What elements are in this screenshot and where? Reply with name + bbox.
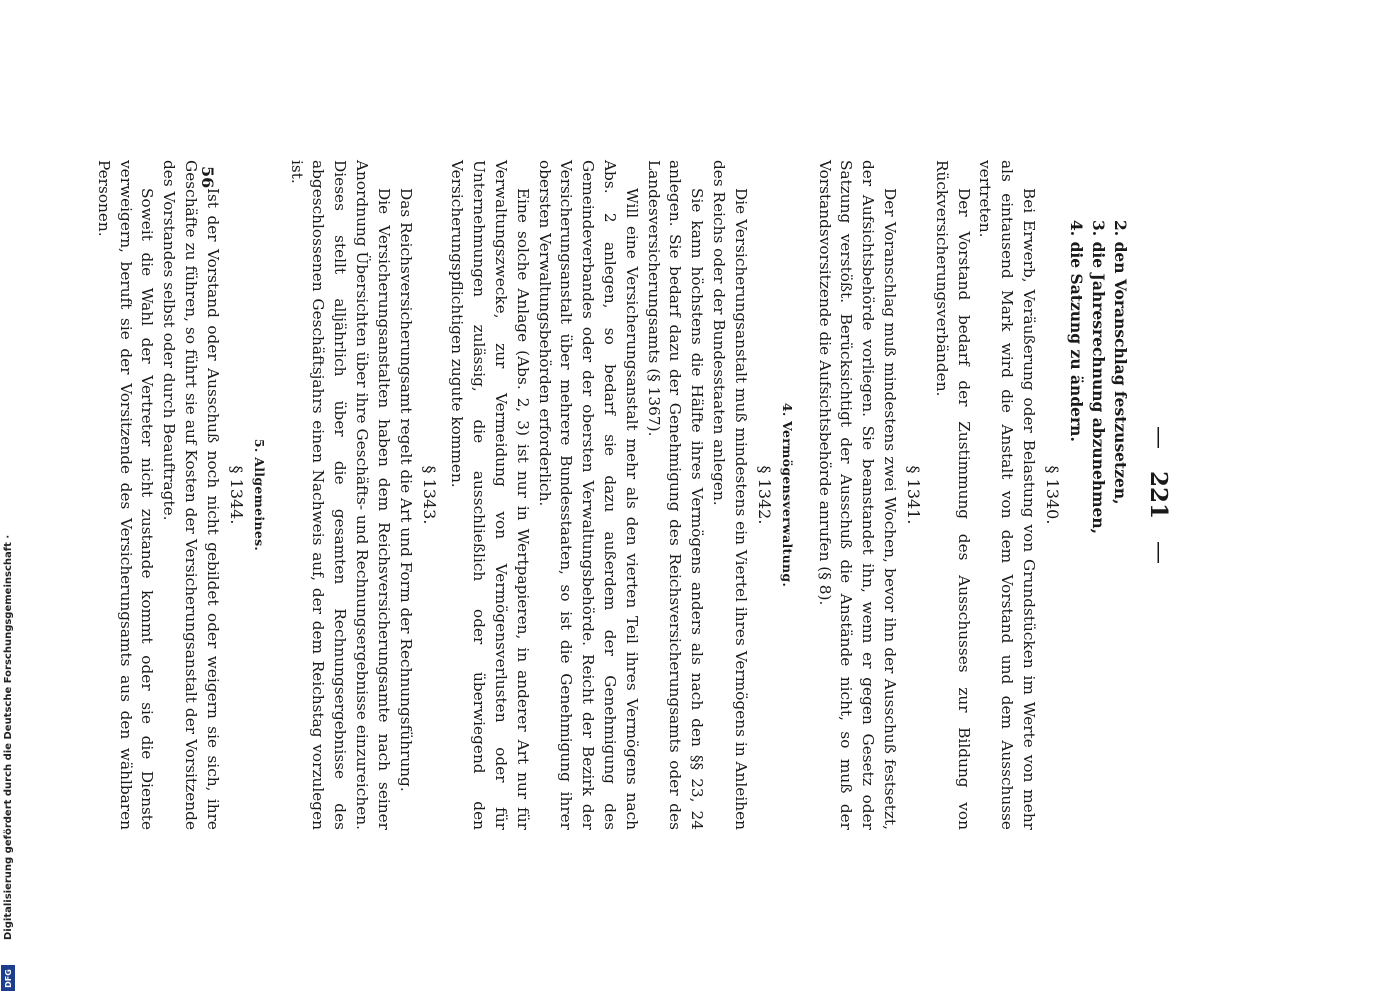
header-dash-right: — <box>1146 541 1172 564</box>
body-paragraph: Die Versicherungsanstalten haben dem Reichsversicherungsamte nach seiner Anordnung Übersichten über ihre Geschäfts- und Rechnungsergebnisse einzureichen. Dieses stellt alljährlich über die gesamten Rechnungsergebnisse des abgeschlossenen Geschäftsjahrs einen Nachweis auf, der dem Reichstag vorzulegen ist. <box>287 160 393 830</box>
body-paragraph: Ist der Vorstand oder Ausschuß noch nicht gebildet oder weigern sie sich, ihre Geschäfte zu führen, so führt sie auf Kosten der Versicherungsanstalt der Vorsitzende des Vorstandes selbst oder durch Beauftragte. <box>160 160 222 830</box>
paragraph-heading-1342: § 1342. <box>754 465 774 525</box>
digitization-note-text: Digitalisierung gefördert durch die Deutsche Forschungsgemeinschaft · <box>3 534 14 940</box>
body-paragraph: Das Reichsversicherungsamt regelt die Art und Form der Rechnungsführung. <box>396 188 415 792</box>
dfg-logo-text: DFG <box>3 968 13 988</box>
body-paragraph: Will eine Versicherungsanstalt mehr als den vierten Teil ihres Vermögens nach Abs. 2 anlegen, so bedarf sie dazu außerdem der Genehmigung des Gemeindeverbandes oder der obersten Verwaltungsbehörde. Reicht der Bezirk der Versicherungsanstalt über mehrere Bundesstaaten, so ist die Genehmigung ihrer obersten Verwaltungsbehörden erforderlich. <box>535 160 641 830</box>
list-item: 2. den Voranschlag festzusetzen, <box>1111 220 1130 505</box>
paragraph-heading-1344: § 1344. <box>226 465 246 525</box>
document-page <box>94 110 1195 890</box>
sheet-number: 56 <box>198 166 217 189</box>
body-paragraph: Soweit die Wahl der Vertreter nicht zustande kommt oder sie die Dienste verweigern, beruft sie der Vorsitzende des Versicherungsamts aus den wählbaren Personen. <box>94 160 157 830</box>
body-paragraph: Sie kann höchstens die Hälfte ihres Vermögens anders als nach den §§ 23, 24 anlegen. Sie bedarf dazu der Genehmigung des Reichsversicherungsamts oder des Landesversicherungsamts (§ 1367). <box>644 160 707 830</box>
dfg-logo-icon <box>1 965 15 991</box>
section-title-vermoegensverwaltung: 4. Vermögensverwaltung. <box>779 402 795 588</box>
body-paragraph: Eine solche Anlage (Abs. 2, 3) ist nur in Wertpapieren, in anderer Art nur für Verwaltungszwecke, zur Vermeidung von Vermögensverlusten oder für Unternehmungen zulässig, die ausschließlich oder überwiegend den Versicherungspflichtigen zugute kommen. <box>448 160 532 830</box>
list-item: 3. die Jahresrechnung abzunehmen, <box>1089 220 1108 535</box>
paragraph-heading-1343: § 1343. <box>419 465 439 525</box>
paragraph-heading-1341: § 1341. <box>904 465 924 525</box>
numbered-list <box>1065 220 1131 830</box>
body-paragraph: Bei Erwerb, Veräußerung oder Belastung von Grundstücken im Werte von mehr als eintausend Mark wird die Anstalt von dem Vorstand und dem Ausschusse vertreten. <box>976 160 1038 830</box>
list-item: 4. die Satzung zu ändern. <box>1067 220 1086 442</box>
page-header <box>1145 160 1173 830</box>
section-title-allgemeines: 5. Allgemeines. <box>251 438 267 552</box>
paragraph-heading-1340: § 1340. <box>1043 465 1062 525</box>
body-paragraph: Der Vorstand bedarf der Zustimmung des Ausschusses zur Bildung von Rückversicherungsverbänden. <box>932 160 973 830</box>
body-paragraph: Der Voranschlag muß mindestens zwei Wochen, bevor ihn der Ausschuß festsetzt, der Aufsichtsbehörde vorliegen. Sie beanstandet ihn, wenn er gegen Gesetz oder Satzung verstößt. Berücksichtigt der Ausschuß die Anstände nicht, so muß der Vorstandsvorsitzende die Aufsichtsbehörde anrufen (§ 8). <box>815 160 900 830</box>
digitization-note <box>2 300 16 990</box>
page-number: 221 <box>1145 470 1173 519</box>
body-paragraph: Die Versicherungsanstalt muß mindestens ein Viertel ihres Vermögens in Anleihen des Reichs oder der Bundesstaaten anlegen. <box>710 160 750 830</box>
header-dash-left: — <box>1146 425 1172 449</box>
